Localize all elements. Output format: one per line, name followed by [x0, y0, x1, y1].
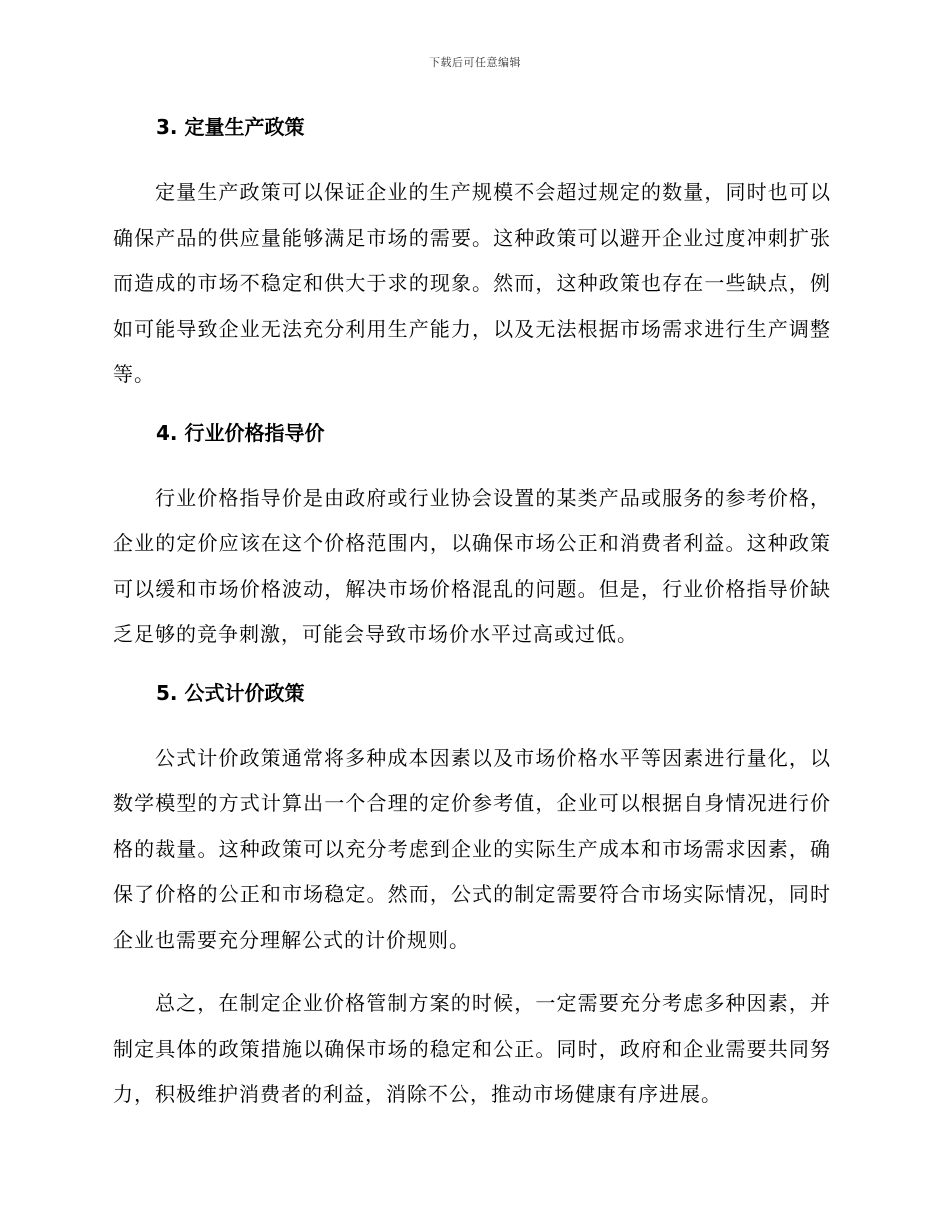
section-paragraph-5: 公式计价政策通常将多种成本因素以及市场价格水平等因素进行量化，以数学模型的方式计算出一个合理的定价参考值，企业可以根据自身情况进行价格的裁量。这种政策可以充分考虑到企业的实际生产成本和市场需求因素，确保了价格的公正和市场稳定。然而，公式的制定需要符合市场实际情况，同时企业也需要充分理解公式的计价规则。	[113, 745, 831, 952]
conclusion-paragraph: 总之，在制定企业价格管制方案的时候，一定需要充分考虑多种因素，并制定具体的政策措施以确保市场的稳定和公正。同时，政府和企业需要共同努力，积极维护消费者的利益，消除不公，推动市场健康有序进展。	[113, 991, 831, 1106]
section-paragraph-4: 行业价格指导价是由政府或行业协会设置的某类产品或服务的参考价格，企业的定价应该在这个价格范围内，以确保市场公正和消费者利益。这种政策可以缓和市场价格波动，解决市场价格混乱的问题。但是，行业价格指导价缺乏足够的竞争刺激，可能会导致市场价水平过高或过低。	[113, 485, 831, 646]
section-heading-5: 5. 公式计价政策	[156, 680, 305, 705]
section-heading-3: 3. 定量生产政策	[156, 115, 305, 139]
section-paragraph-3: 定量生产政策可以保证企业的生产规模不会超过规定的数量，同时也可以确保产品的供应量能够满足市场的需要。这种政策可以避开企业过度冲刺扩张而造成的市场不稳定和供大于求的现象。然而，这种政策也存在一些缺点，例如可能导致企业无法充分利用生产能力，以及无法根据市场需求进行生产调整等。	[113, 180, 831, 386]
section-heading-4: 4. 行业价格指导价	[156, 420, 325, 445]
page-header: 下载后可任意编辑	[429, 56, 521, 69]
document-body	[113, 112, 831, 1118]
